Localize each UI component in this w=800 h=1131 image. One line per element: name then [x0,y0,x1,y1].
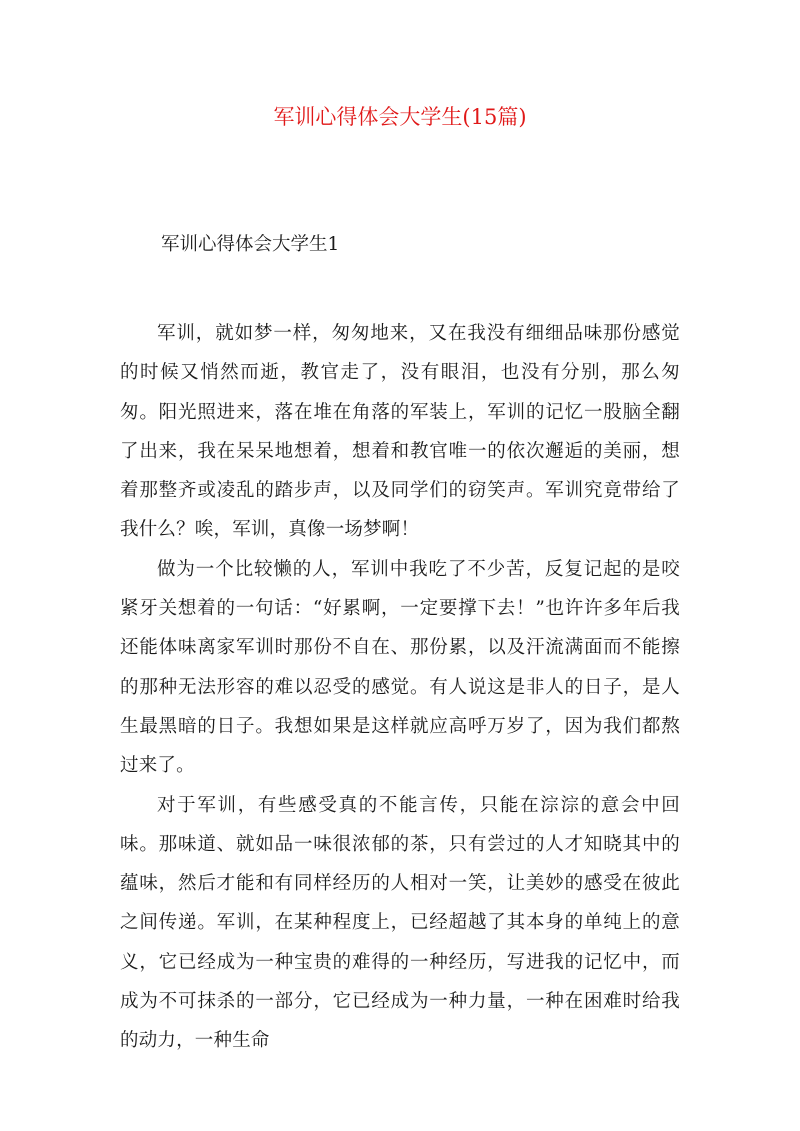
section-heading: 军训心得体会大学生1 [161,234,340,255]
paragraph-2: 做为一个比较懒的人，军训中我吃了不少苦，反复记起的是咬紧牙关想着的一句话：“好累啊，一定要撑下去！”也许许多年后我还能体味离家军训时那份不自在、那份累，以及汗流满面而不能擦的那种无法形容的难以忍受的感觉。有人说这是非人的日子，是人生最黑暗的日子。我想如果是这样就应高呼万岁了，因为我们都熬过来了。 [120,558,680,777]
document-body [120,314,680,1061]
document-title: 军训心得体会大学生(15篇) [273,105,527,129]
paragraph-3: 对于军训，有些感受真的不能言传，只能在淙淙的意会中回味。那味道、就如品一味很浓郁的茶，只有尝过的人才知晓其中的蕴味，然后才能和有同样经历的人相对一笑，让美妙的感受在彼此之间传递。军训，在某种程度上，已经超越了其本身的单纯上的意义，它已经成为一种宝贵的难得的一种经历，写进我的记忆中，而成为不可抹杀的一部分，它已经成为一种力量，一种在困难时给我的动力，一种生命 [120,794,680,1052]
paragraph-1: 军训，就如梦一样，匆匆地来，又在我没有细细品味那份感觉的时候又悄然而逝，教官走了，没有眼泪，也没有分别，那么匆匆。阳光照进来，落在堆在角落的军装上，军训的记忆一股脑全翻了出来，我在呆呆地想着，想着和教官唯一的依次邂逅的美丽，想着那整齐或凌乱的踏步声，以及同学们的窃笑声。军训究竟带给了我什么？唉，军训，真像一场梦啊！ [120,323,680,541]
